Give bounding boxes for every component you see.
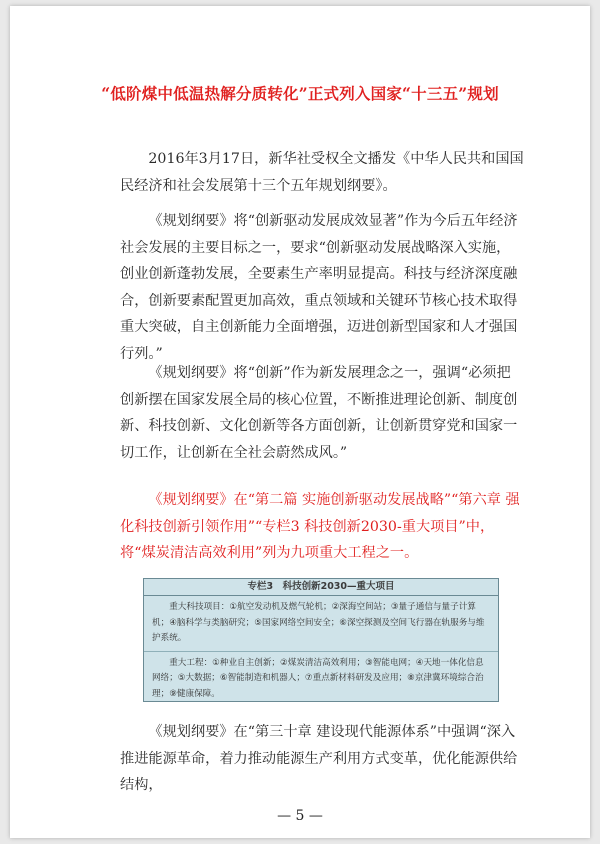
paragraph-1: 2016年3月17日，新华社受权全文播发《中华人民共和国国民经济和社会发展第十三个五年规划纲要》。 — [120, 151, 524, 194]
page-number: — 5 — — [277, 808, 323, 824]
document-page — [10, 6, 590, 838]
box-title: 专栏3 科技创新2030—重大项目 — [144, 579, 498, 596]
document-title: “低阶煤中低温热解分质转化”正式列入国家“十三五”规划 — [101, 84, 499, 103]
paragraph-2: 《规划纲要》将“创新驱动发展成效显著”作为今后五年经济社会发展的主要目标之一，要求“创新驱动发展战略深入实施，创业创新蓬勃发展，全要素生产率明显提高。科技与经济深度融合，创新要素配置更加高效，重点领域和关键环节核心技术取得重大突破，自主创新能力全面增强，迈进创新型国家和人才强国行列。” — [120, 213, 518, 362]
paragraph-5: 《规划纲要》在“第三十章 建设现代能源体系”中强调“深入推进能源革命，着力推动能源生产利用方式变革，优化能源供给结构， — [120, 724, 518, 793]
box-section-major-engineering: 重大工程：①种业自主创新；②煤炭清洁高效利用；③智能电网；④天地一体化信息网络；⑤大数据；⑥智能制造和机器人；⑦重点新材料研发及应用；⑧京津冀环境综合治理；⑨健康保障。 — [144, 651, 498, 707]
box-section-major-sci-tech-projects: 重大科技项目：①航空发动机及燃气轮机；②深海空间站；③量子通信与量子计算机；④脑科学与类脑研究；⑤国家网络空间安全；⑥深空探测及空间飞行器在轨服务与维护系统。 — [152, 602, 485, 643]
paragraph-4-highlighted: 《规划纲要》在“第二篇 实施创新驱动发展战略”“第六章 强化科技创新引领作用”“专栏3 科技创新2030-重大项目”中，将“煤炭清洁高效利用”列为九项重大工程之一。 — [120, 492, 520, 561]
paragraph-3: 《规划纲要》将“创新”作为新发展理念之一，强调“必须把创新摆在国家发展全局的核心位置，不断推进理论创新、制度创新、科技创新、文化创新等各方面创新，让创新贯穿党和国家一切工作，让创新在全社会蔚然成风。” — [120, 365, 518, 461]
sidebar-box-major-projects — [143, 578, 499, 702]
